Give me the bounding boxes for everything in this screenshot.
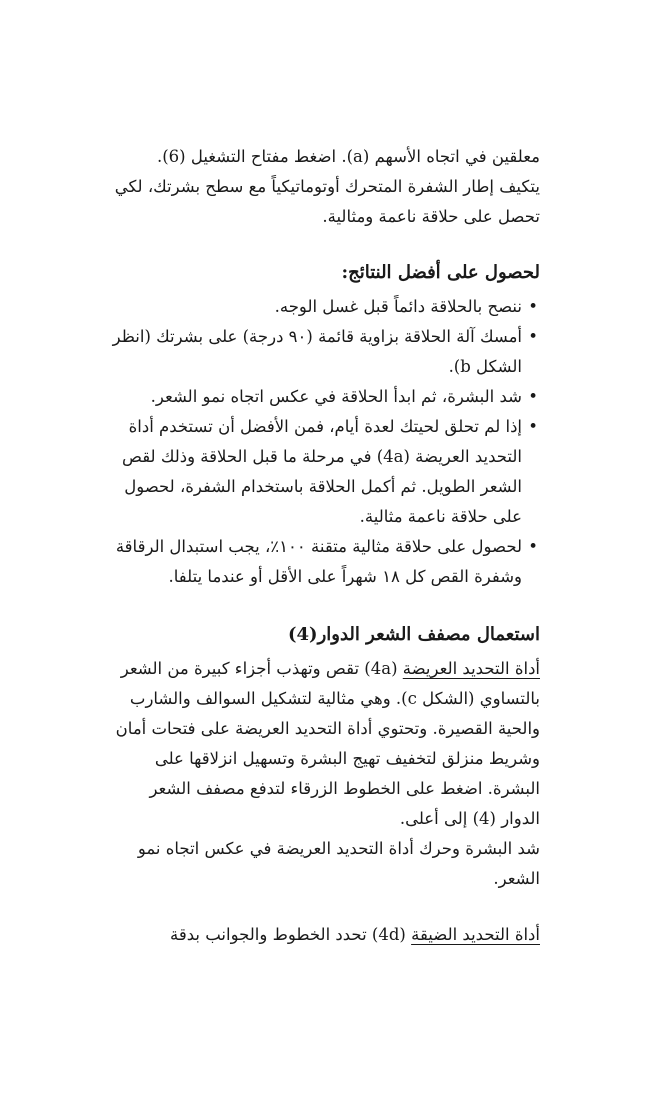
manual-page [112, 142, 540, 950]
narrow-trimmer-text: (4d) تحدد الخطوط والجوانب بدقة [169, 925, 406, 944]
narrow-trimmer-paragraph [112, 920, 540, 950]
wide-trimmer-text: (4a) تقص وتهذب أجزاء كبيرة من الشعر بالتساوي (الشكل c). وهي مثالية لتشكيل السوالف والشارب والحية القصيرة. وتحتوي أداة التحديد العريضة على فتحات أمان وشريط منزلق لتخفيف تهيج البشرة وتسهيل انزلاقها على البشرة. اضغط على الخطوط الزرقاء لتدفع مصفف الشعر الدوار (4) إلى أعلى. [115, 659, 540, 828]
list-item: • إذا لم تحلق لحيتك لعدة أيام، فمن الأفضل أن تستخدم أداة التحديد العريضة (4a) في مرحلة ما قبل الحلاقة وذلك لقص الشعر الطويل. ثم أكمل الحلاقة باستخدام الشفرة، لحصول على حلاقة ناعمة مثالية. [112, 412, 540, 532]
intro-paragraph: معلقين في اتجاه الأسهم (a). اضغط مفتاح التشغيل (6). يتكيف إطار الشفرة المتحرك أوتوماتيكياً مع سطح بشرتك، لكي تحصل على حلاقة ناعمة ومثالية. [114, 147, 540, 226]
list-item: • شد البشرة، ثم ابدأ الحلاقة في عكس اتجاه نمو الشعر. [112, 382, 540, 412]
section-spacer [112, 894, 540, 920]
list-item: • لحصول على حلاقة مثالية متقنة ١٠٠٪، يجب استبدال الرقاقة وشفرة القص كل ١٨ شهراً على الأقل أو عندما يتلفا. [112, 532, 540, 592]
wide-trimmer-paragraph [112, 654, 540, 834]
wide-trimmer-label: أداة التحديد العريضة [402, 659, 540, 678]
list-item: • ننصح بالحلاقة دائماً قبل غسل الوجه. [112, 292, 540, 322]
wide-trimmer-paragraph-2: شد البشرة وحرك أداة التحديد العريضة في عكس اتجاه نمو الشعر. [137, 839, 540, 888]
trimmer-heading: استعمال مصفف الشعر الدوار(4) [287, 624, 540, 645]
narrow-trimmer-label: أداة التحديد الضيقة [411, 925, 540, 944]
best-results-heading: لحصول على أفضل النتائج: [341, 262, 540, 283]
best-results-list [112, 292, 540, 592]
list-item: • أمسك آلة الحلاقة بزاوية قائمة (٩٠ درجة) على بشرتك (انظر الشكل b). [112, 322, 540, 382]
